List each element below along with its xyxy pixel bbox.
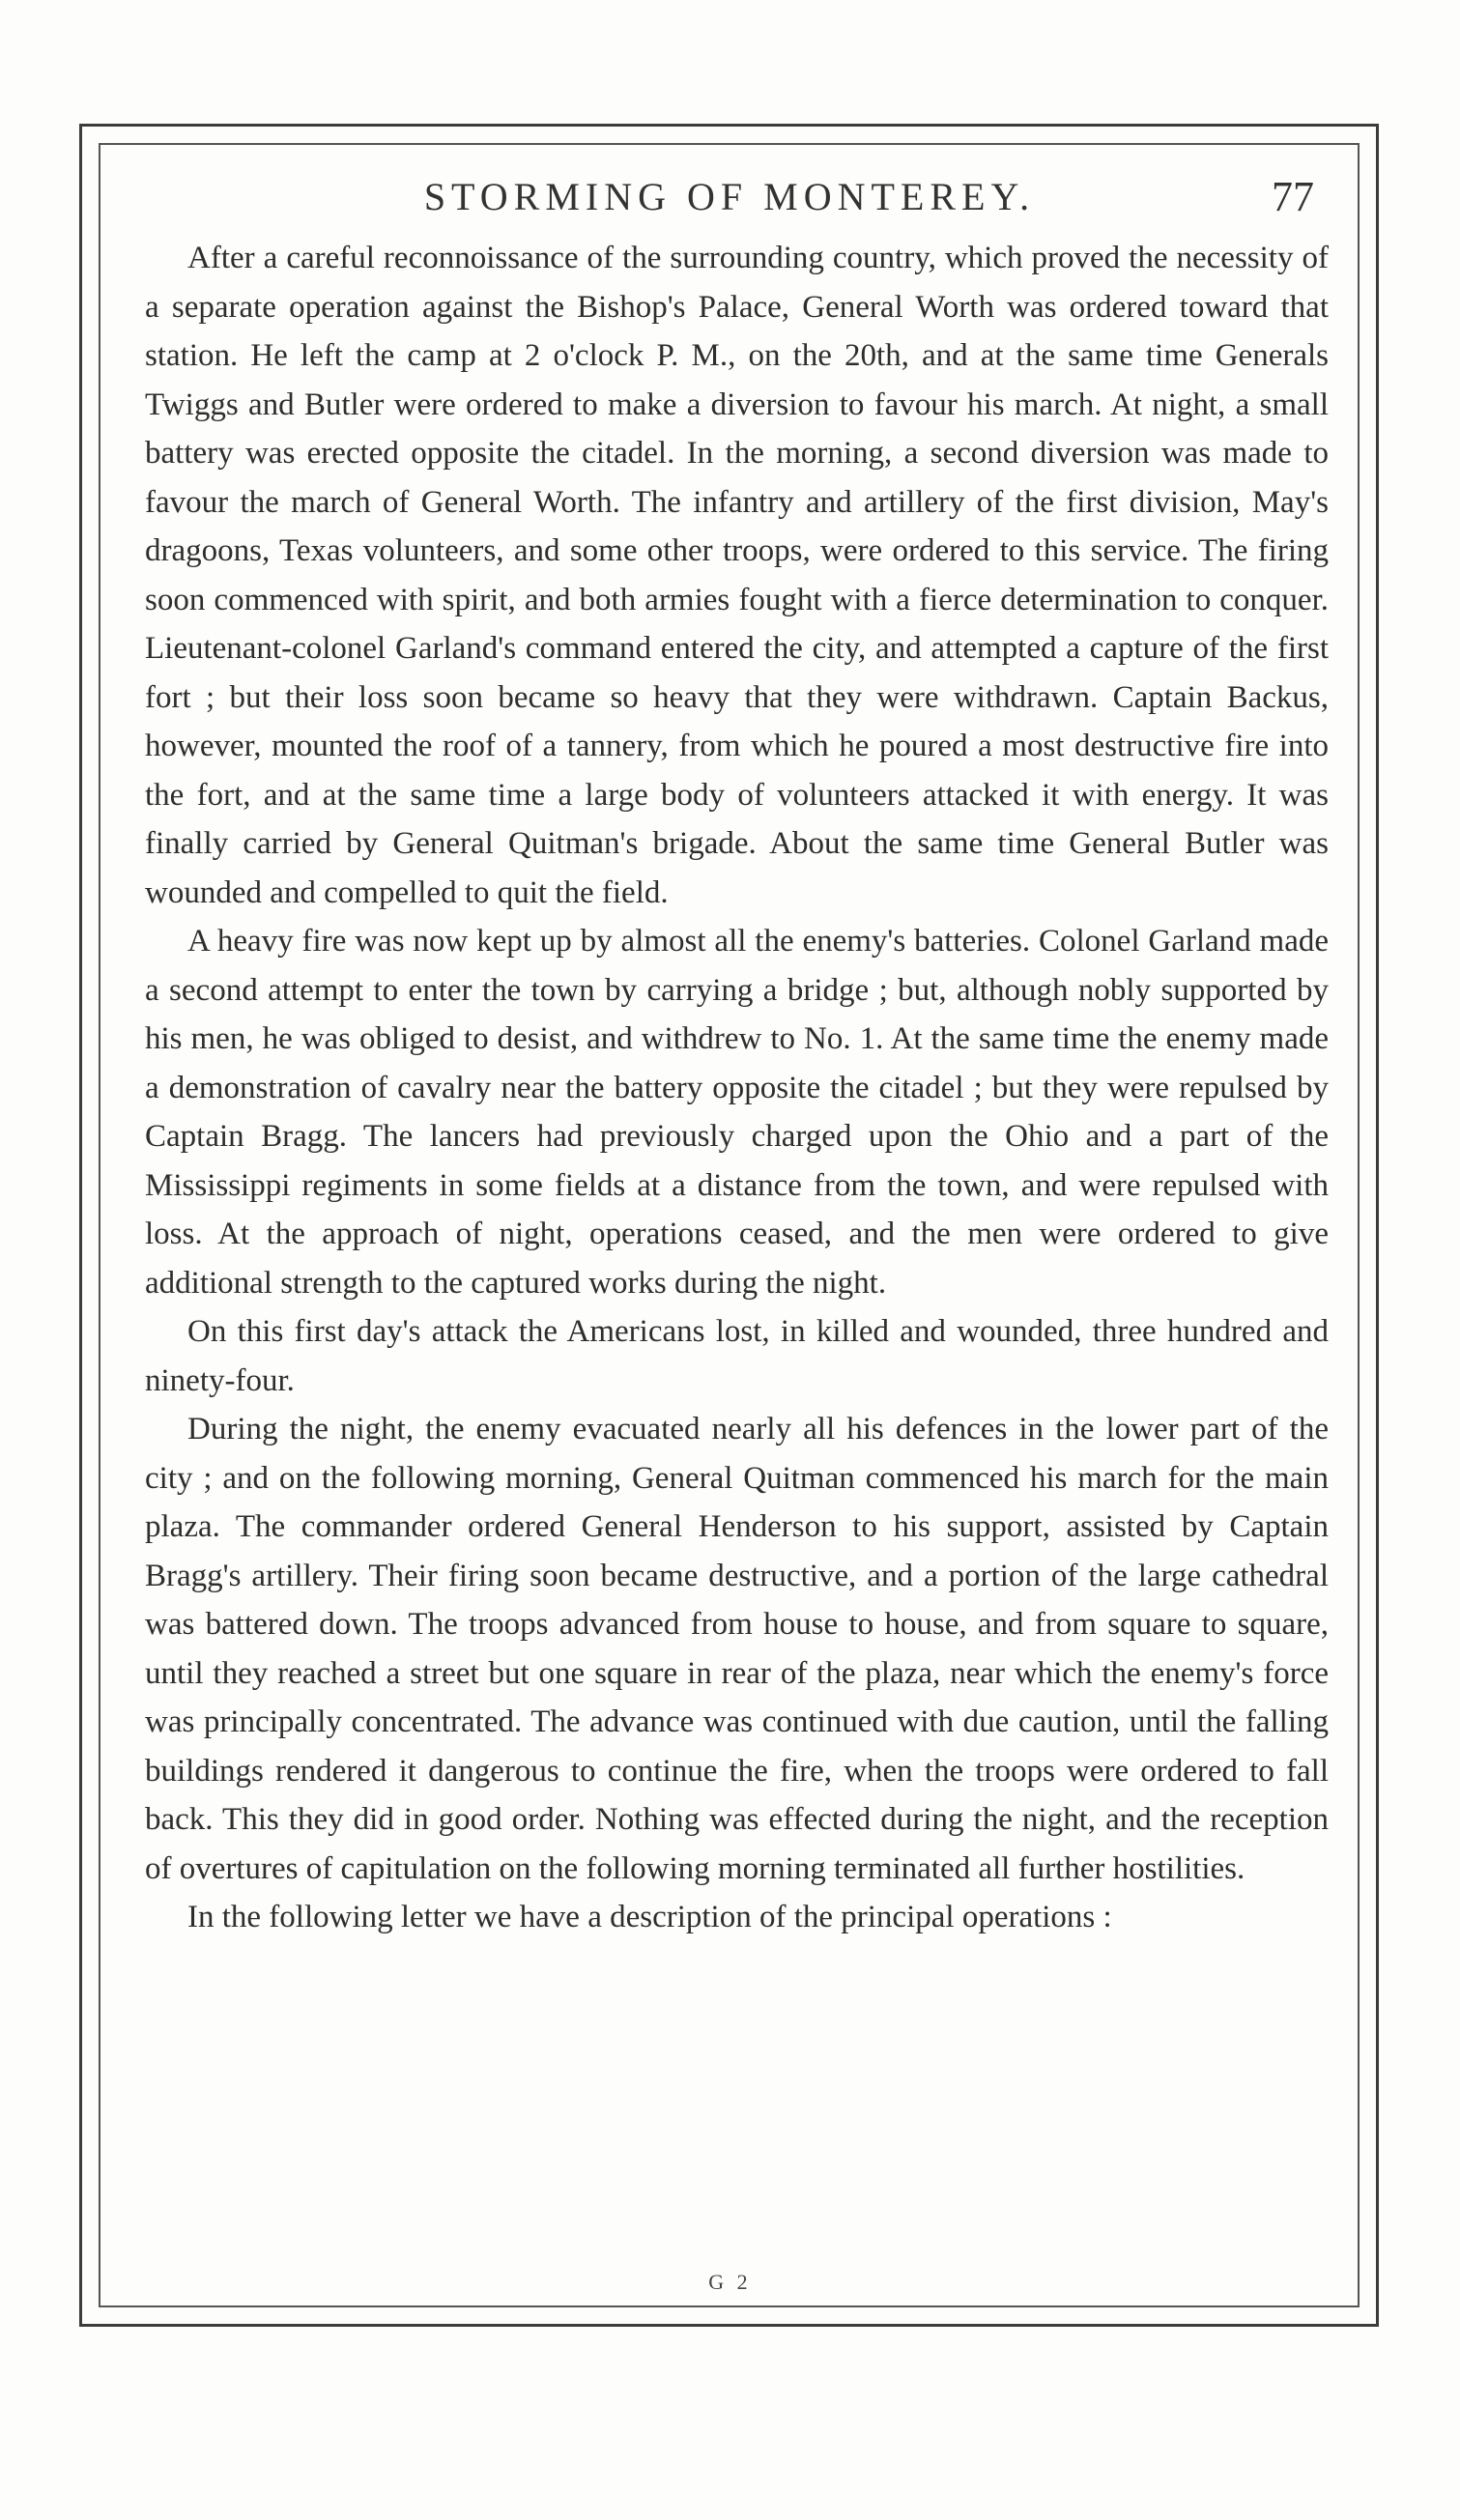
paragraph: During the night, the enemy evacuated nearly all his defences in the lower part of the city ; and on the following morning, General Quitman commenced his march for the main plaza. The commander ordered General Henderson to his support, assisted by Captain Bragg's artillery. Their firing soon became destructive, and a portion of the large cathedral was battered down. The troops advanced from house to house, and from square to square, until they reached a street but one square in rear of the plaza, near which the enemy's force was principally concentrated. The advance was continued with due caution, until the falling buildings rendered it dangerous to continue the fire, when the troops were ordered to fall back. This they did in good order. Nothing was effected during the night, and the reception of overtures of capitulation on the following morning terminated all further hostilities. <box>145 1412 1329 1886</box>
paragraph: A heavy fire was now kept up by almost all the enemy's batteries. Colonel Garland made a second attempt to enter the town by carrying a bridge ; but, although nobly supported by his men, he was obliged to desist, and withdrew to No. 1. At the same time the enemy made a demonstration of cavalry near the battery opposite the citadel ; but they were repulsed by Captain Bragg. The lancers had previously charged upon the Ohio and a part of the Mississippi regiments in some fields at a distance from the town, and were repulsed with loss. At the approach of night, operations ceased, and the men were ordered to give additional strength to the captured works during the night. <box>145 924 1329 1301</box>
paragraph: On this first day's attack the Americans lost, in killed and wounded, three hundred and ninety-four. <box>145 1314 1329 1398</box>
running-title: STORMING OF MONTEREY. <box>423 175 1036 218</box>
page-number: 77 <box>1272 173 1314 220</box>
paragraph: After a careful reconnoissance of the surrounding country, which proved the necessity of a separate operation against the Bishop's Palace, General Worth was ordered toward that station. He left the camp at 2 o'clock P. M., on the 20th, and at the same time Generals Twiggs and Butler were ordered to make a diversion to favour his march. At night, a small battery was erected opposite the citadel. In the morning, a second diversion was made to favour the march of General Worth. The infantry and artillery of the first division, May's dragoons, Texas volunteers, and some other troops, were ordered to this service. The firing soon commenced with spirit, and both armies fought with a fierce determination to conquer. Lieutenant-colonel Garland's command entered the city, and attempted a capture of the first fort ; but their loss soon became so heavy that they were withdrawn. Captain Backus, however, mounted the roof of a tannery, from which he poured a most destructive fire into the fort, and at the same time a large body of volunteers attacked it with energy. It was finally carried by General Quitman's brigade. About the same time General Butler was wounded and compelled to quit the field. <box>145 241 1329 910</box>
paragraph: In the following letter we have a description of the principal operations : <box>187 1900 1112 1934</box>
page-header <box>145 166 1314 224</box>
signature-mark: G 2 <box>708 2270 752 2294</box>
body-text <box>145 234 1329 1942</box>
